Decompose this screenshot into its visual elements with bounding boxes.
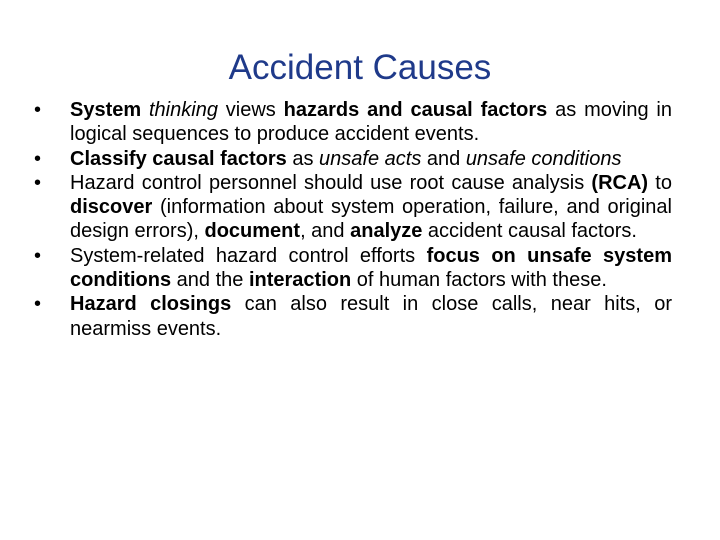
bullet-text-segment: analyze: [350, 220, 423, 243]
bullet-marker: •: [34, 99, 42, 121]
bullet-text-segment: Classify causal factors: [70, 147, 287, 170]
bullet-text-segment: (RCA): [591, 171, 649, 194]
bullet-text-segment: to: [648, 171, 672, 194]
bullet-marker: •: [34, 293, 42, 316]
bullet-item: [34, 244, 672, 293]
bullet-text-segment: System-related hazard control efforts: [70, 244, 427, 267]
bullet-text-segment: can also result in close calls, near hits, or nearmiss events.: [70, 293, 672, 340]
bullet-text-segment: as: [286, 147, 320, 170]
bullet-item: [34, 98, 672, 147]
bullet-text-segment: views: [217, 99, 284, 121]
slide-title: Accident Causes: [228, 48, 492, 87]
bullet-text-segment: , and: [300, 220, 351, 243]
bullet-text-segment: (information about system operation, failure, and original design errors),: [70, 196, 672, 243]
bullet-text-segment: discover: [70, 196, 153, 219]
bullet-text-segment: System: [70, 99, 149, 121]
bullet-text-segment: thinking: [149, 99, 218, 121]
bullet-text-segment: and: [421, 147, 466, 170]
bullet-text-segment: accident causal factors.: [422, 220, 637, 243]
bullet-item: [34, 292, 672, 341]
bullet-text-segment: Hazard closings: [70, 293, 232, 316]
bullet-marker: •: [34, 244, 42, 267]
bullet-text-segment: interaction: [248, 269, 352, 292]
bullet-text-segment: and the: [171, 269, 249, 292]
bullet-text-segment: document: [204, 220, 301, 243]
bullet-text-segment: as moving in logical sequences to produce accident events.: [70, 99, 672, 146]
bullet-list: [34, 98, 672, 341]
bullet-text-segment: unsafe acts: [319, 147, 422, 170]
bullet-marker: •: [34, 147, 42, 170]
bullet-marker: •: [34, 171, 42, 194]
bullet-text-segment: focus on unsafe system conditions: [70, 244, 672, 292]
bullet-text-segment: Hazard control personnel should use root cause analysis: [70, 171, 592, 194]
bullet-item: [34, 171, 672, 244]
bullet-text-segment: unsafe conditions: [465, 147, 622, 170]
bullet-text-segment: hazards and causal factors: [283, 99, 548, 121]
bullet-text-segment: of human factors with these.: [351, 269, 607, 292]
bullet-item: [34, 147, 672, 171]
